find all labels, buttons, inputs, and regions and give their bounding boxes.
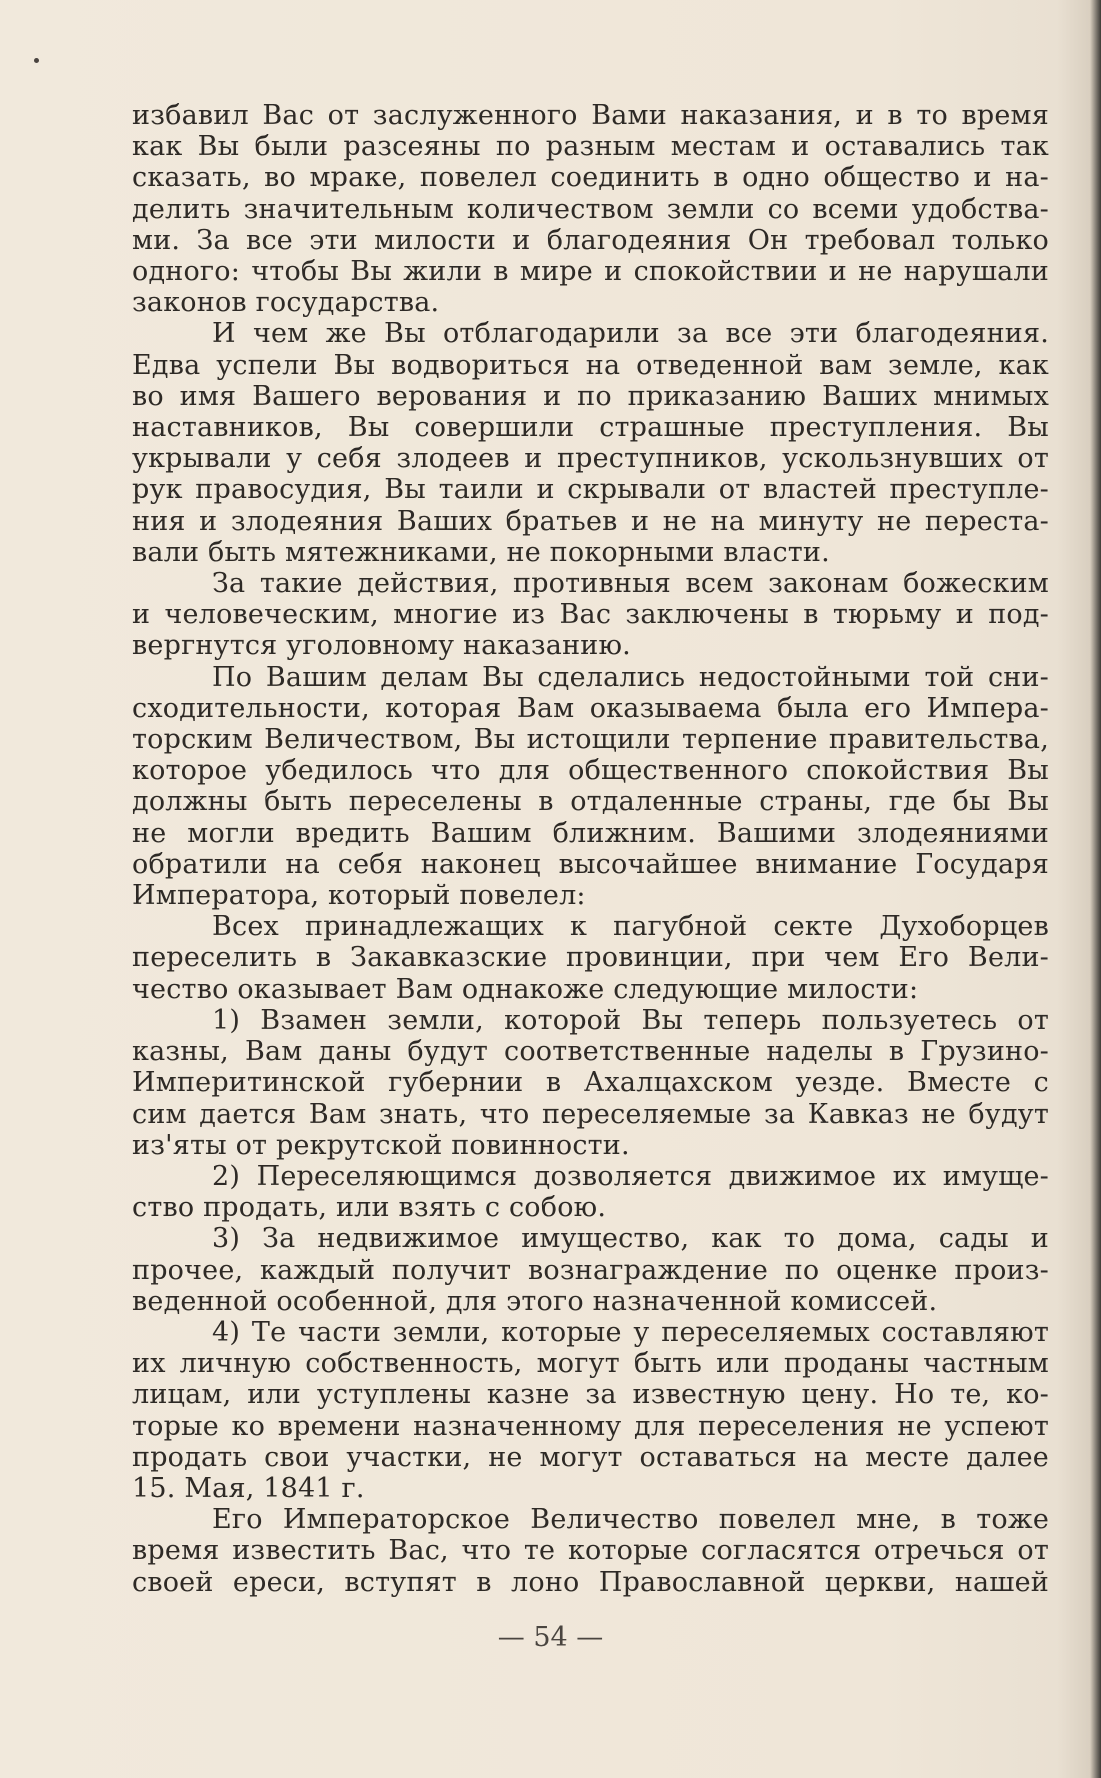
- text-line: По Вашим делам Вы сделались недостойными той сни-: [212, 661, 1049, 693]
- text-line: И чем же Вы отблагодарили за все эти благодеяния.: [212, 318, 1049, 350]
- text-line: как Вы были разсеяны по разным местам и оставались так: [132, 131, 1049, 163]
- page-speck: [34, 58, 39, 63]
- text-line: ство продать, или взять с собою.: [132, 1192, 607, 1224]
- text-line: Всех принадлежащих к пагубной секте Духоборцев: [212, 911, 1049, 943]
- body-text: [132, 100, 1049, 1598]
- text-line: прочее, каждый получит вознаграждение по оценке произ-: [132, 1254, 1049, 1286]
- page-number: — 54 —: [497, 1622, 604, 1653]
- text-line: 1) Взамен земли, которой Вы теперь пользуетесь от: [212, 1004, 1049, 1036]
- text-line: ния и злодеяния Ваших братьев и не на минуту не переста-: [132, 505, 1049, 537]
- text-line: укрывали у себя злодеев и преступников, ускользнувших от: [132, 443, 1049, 475]
- text-line: лицам, или уступлены казне за известную цену. Но те, ко-: [132, 1379, 1049, 1411]
- text-line: Империтинской губернии в Ахалцахском уезде. Вместе с: [132, 1067, 1049, 1099]
- text-line: сказать, во мраке, повелел соединить в одно общество и на-: [132, 162, 1049, 194]
- text-line: одного: чтобы Вы жили в мире и спокойствии и не нарушали: [132, 256, 1049, 288]
- text-line: время известить Вас, что те которые согласятся отречься от: [132, 1535, 1049, 1567]
- text-line: торским Величеством, Вы истощили терпение правительства,: [132, 724, 1049, 756]
- text-line: 15. Мая, 1841 г.: [132, 1472, 365, 1504]
- text-line: избавил Вас от заслуженного Вами наказания, и в то время: [132, 100, 1049, 131]
- text-line: чество оказывает Вам однакоже следующие милости:: [132, 973, 919, 1005]
- text-line: своей ереси, вступят в лоно Православной церкви, нашей: [132, 1566, 1049, 1598]
- text-line: делить значительным количеством земли со всеми удобства-: [132, 193, 1049, 225]
- text-line: сходительности, которая Вам оказываема была его Импера-: [132, 692, 1049, 724]
- text-line: наставников, Вы совершили страшные преступления. Вы: [132, 412, 1049, 444]
- text-line: ми. За все эти милости и благодеяния Он требовал только: [132, 224, 1049, 256]
- text-line: продать свои участки, не могут оставаться на месте далее: [132, 1441, 1049, 1473]
- text-line: законов государства.: [132, 287, 440, 319]
- text-line: и человеческим, многие из Вас заключены в тюрьму и под-: [132, 599, 1049, 631]
- text-line: казны, Вам даны будут соответственные наделы в Грузино-: [132, 1036, 1049, 1068]
- text-line: 2) Переселяющимся дозволяется движимое их имуще-: [212, 1160, 1049, 1192]
- text-line: торые ко времени назначенному для переселения не успеют: [132, 1410, 1049, 1442]
- text-line: За такие действия, противныя всем законам божеским: [212, 568, 1049, 600]
- text-line: Едва успели Вы водвориться на отведенной вам земле, как: [132, 349, 1049, 381]
- text-line: Его Императорское Величество повелел мне, в тоже: [212, 1504, 1049, 1536]
- text-line: во имя Вашего верования и по приказанию Ваших мнимых: [132, 380, 1049, 412]
- text-line: вергнутся уголовному наказанию.: [132, 630, 631, 662]
- text-line: переселить в Закавказские провинции, при чем Его Вели-: [132, 942, 1049, 974]
- text-line: 4) Те части земли, которые у переселяемых составляют: [212, 1316, 1049, 1348]
- text-line: веденной особенной, для этого назначенной комиссей.: [132, 1285, 938, 1317]
- text-line: должны быть переселены в отдаленные страны, где бы Вы: [132, 786, 1049, 818]
- text-line: которое убедилось что для общественного спокойствия Вы: [132, 755, 1049, 787]
- text-line: не могли вредить Вашим ближним. Вашими злодеяниями: [132, 817, 1049, 849]
- text-line: их личную собственность, могут быть или проданы частным: [132, 1348, 1049, 1380]
- text-line: 3) За недвижимое имущество, как то дома, сады и: [212, 1223, 1049, 1255]
- text-line: сим дается Вам знать, что переселяемые за Кавказ не будут: [132, 1098, 1049, 1130]
- text-line: рук правосудия, Вы таили и скрывали от властей преступле-: [132, 474, 1049, 506]
- text-line: обратили на себя наконец высочайшее внимание Государя: [132, 848, 1049, 880]
- text-line: из'яты от рекрутской повинности.: [132, 1129, 630, 1161]
- text-line: Императора, который повелел:: [132, 880, 586, 912]
- text-line: вали быть мятежниками, не покорными власти.: [132, 536, 830, 568]
